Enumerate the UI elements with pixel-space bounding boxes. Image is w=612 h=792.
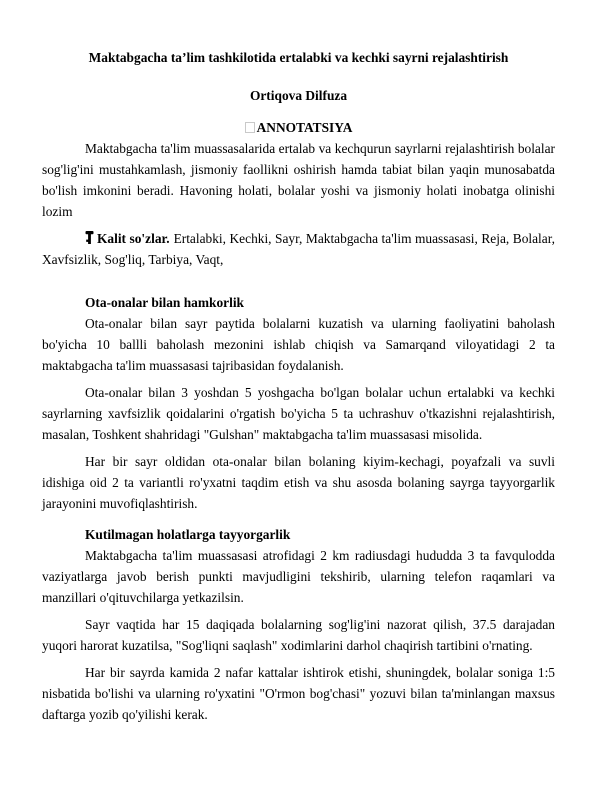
- author-name: Ortiqova Dilfuza: [249, 88, 348, 103]
- section-emergency-preparedness: [42, 524, 555, 725]
- missing-glyph-box: [245, 122, 255, 133]
- section-paragraph: Ota-onalar bilan sayr paytida bolalarni kuzatish va ularning faoliyatini baholash bo'yicha 10 ballli baholash mezonini ishlab chiqish va Samarqand viloyatidagi 2 ta maktabgacha ta'lim muassasasi tajribasidan foydalanish.: [42, 316, 555, 373]
- section-heading: Ota-onalar bilan hamkorlik: [85, 295, 244, 310]
- annotation-heading: ANNOTATSIYA: [256, 120, 353, 135]
- section-paragraph: Sayr vaqtida har 15 daqiqada bolalarning sog'lig'ini nazorat qilish, 37.5 darajadan yuqori harorat kuzatilsa, "Sog'liqni saqlash" xodimlarini darhol chaqirish tartibini o'rnating.: [42, 617, 555, 653]
- annotation-heading-line: [42, 117, 555, 138]
- annotation-paragraph: Maktabgacha ta'lim muassasalarida ertalab va kechqurun sayrlarni rejalashtirish bolalar sog'lig'ini mustahkamlash, jismoniy faollikni oshirish hamda tabiat bilan yaqin munosabatda bo'lish imkonini beradi. Havoning holati, bolalar yoshi va jismoniy holati inobatga olinishi lozim: [42, 141, 555, 219]
- section-heading: Kutilmagan holatlarga tayyorgarlik: [85, 527, 291, 542]
- keywords-label: Kalit so'zlar.: [97, 231, 170, 246]
- section-paragraph: Ota-onalar bilan 3 yoshdan 5 yoshgacha bo'lgan bolalar uchun ertalabki va kechki sayrlarning xavfsizlik qoidalarini o'rgatish bo'yicha 5 ta uchrashuv o'tkazishni rejalashtirish, masalan, Toshkent shahridagi "Gulshan" maktabgacha ta'lim muassasasi misolida.: [42, 385, 555, 442]
- keywords-text: Ertalabki, Kechki, Sayr, Maktabgacha ta'lim muassasasi, Reja, Bolalar, Xavfsizlik, Sog'liq, Tarbiya, Vaqt,: [42, 231, 555, 267]
- section-paragraph: Maktabgacha ta'lim muassasasi atrofidagi 2 km radiusdagi hududda 3 ta favqulodda vaziyatlarga javob berish punkti mavjudligini tekshirib, ularning telefon raqamlari va manzillari o'qituvchilarga yetkazilsin.: [42, 548, 555, 605]
- section-paragraph: Har bir sayr oldidan ota-onalar bilan bolaning kiyim-kechagi, poyafzali va suvli idishiga oid 2 ta variantli ro'yxatni taqdim etish va shu asosda bolaning sayrga tayyorgarlik jarayonini muvofiqlashtirish.: [42, 454, 555, 511]
- keywords-line: [42, 228, 555, 270]
- key-icon: [85, 231, 94, 244]
- document-title: Maktabgacha ta’lim tashkilotida ertalabki va kechki sayrni rejalashtirish: [88, 50, 509, 65]
- section-paragraph: Har bir sayrda kamida 2 nafar kattalar ishtirok etishi, shuningdek, bolalar soniga 1:5 nisbatida bo'lishi va ularning ro'yxatini "O'rmon bog'chasi" yozuvi bilan ta'minlangan maxsus daftarga yozib qo'yilishi kerak.: [42, 665, 555, 722]
- section-parents-cooperation: [42, 292, 555, 514]
